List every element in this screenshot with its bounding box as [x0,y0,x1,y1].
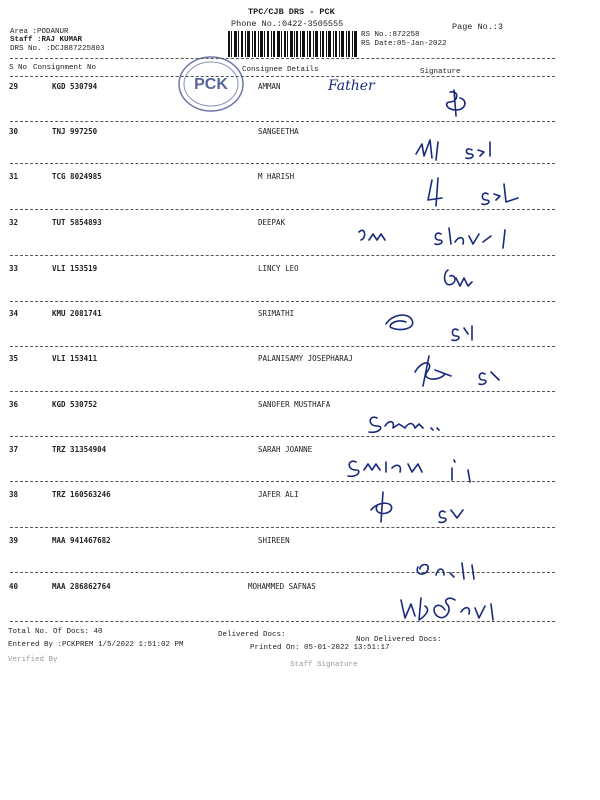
table-row [0,536,600,550]
header-rule-bottom [10,76,555,77]
row-consignment: MAA 941467682 [52,536,111,545]
row-consignment: VLI 153519 [52,264,98,273]
row-consignment: VLI 153411 [52,354,98,363]
signature-icon [365,488,475,528]
row-sno: 33 [9,264,19,273]
signature-icon [342,452,492,486]
verified-by: Verified By [8,656,58,664]
row-consignee: LINCY LEO [258,264,299,273]
row-divider [10,346,555,347]
rs-number: RS No.:872258 [361,31,420,39]
row-consignment: TUT 5854893 [52,218,102,227]
table-row [0,490,600,504]
area-label: Area :PODANUR [10,28,69,36]
row-sno: 31 [9,172,19,181]
signature-icon [412,136,502,164]
signature-icon [378,306,478,346]
table-row [0,309,600,323]
row-sno: 32 [9,218,19,227]
row-sno: 38 [9,490,19,499]
delivered-docs: Delivered Docs: [218,631,286,639]
row-sno: 35 [9,354,19,363]
non-delivered-docs: Non Delivered Docs: [356,636,442,644]
header-rule-top [10,58,555,59]
row-sno: 39 [9,536,19,545]
row-consignment: KGD 530794 [52,82,98,91]
row-consignment: TNJ 997250 [52,127,98,136]
row-sno: 29 [9,82,19,91]
table-row [0,82,600,96]
staff-label: Staff :RAJ KUMAR [10,36,83,44]
row-consignee: PALANISAMY JOSEPHARAJ [258,354,353,363]
table-row [0,445,600,459]
row-consignment: TRZ 160563246 [52,490,111,499]
table-row [0,400,600,414]
column-header-signature: Signature [420,68,461,76]
row-consignee: SRIMATHI [258,309,295,318]
row-consignment: TCG 8024985 [52,172,102,181]
printed-on: Printed On: 05-01-2022 13:51:17 [250,644,390,652]
row-divider [10,301,555,302]
row-consignment: KMU 2081741 [52,309,102,318]
signature-icon [412,555,502,585]
table-row [0,127,600,141]
signature-icon [395,590,515,626]
signature-icon [365,408,455,438]
row-consignee: DEEPAK [258,218,286,227]
row-sno: 40 [9,582,19,591]
total-docs: Total No. Of Docs: 40 [8,628,103,636]
row-divider [10,436,555,437]
rs-date: RS Date:05-Jan-2022 [361,40,447,48]
entered-by: Entered By :PCKPREM 1/5/2022 1:51:02 PM [8,641,184,649]
row-consignment: KGD 530752 [52,400,98,409]
row-consignment: TRZ 31354904 [52,445,107,454]
table-row [0,354,600,368]
column-header-consignment: Consignment No [33,64,97,72]
signature-icon [440,88,476,118]
handwritten-note: Father [328,78,375,94]
row-consignee: M HARISH [258,172,295,181]
barcode-image [228,31,358,57]
drs-number: DRS No. :DCJB87225803 [10,45,105,53]
row-sno: 30 [9,127,19,136]
row-sno: 34 [9,309,19,318]
row-consignee: SANOFER MUSTHAFA [258,400,331,409]
signature-icon [440,264,480,296]
row-sno: 37 [9,445,19,454]
table-row [0,264,600,278]
svg-text:PCK: PCK [194,76,228,93]
row-consignee: SARAH JOANNE [258,445,313,454]
document-title: TPC/CJB DRS - PCK [248,7,335,17]
phone-number: Phone No.:0422-3505555 [231,19,344,29]
row-consignee: SANGEETHA [258,127,299,136]
row-consignee: MOHAMMED SAFNAS [248,582,316,591]
signature-icon [355,216,530,256]
signature-icon [418,176,528,210]
signature-icon [405,352,505,392]
staff-signature: Staff Signature [290,661,358,669]
row-consignee: AMMAN [258,82,281,91]
page-number: Page No.:3 [452,22,504,32]
row-sno: 36 [9,400,19,409]
column-header-consignee: Consignee Details [242,66,319,74]
row-divider [10,121,555,122]
row-consignee: JAFER ALI [258,490,299,499]
column-header-sno: S No [9,64,28,72]
row-consignment: MAA 286862764 [52,582,111,591]
row-consignee: SHIREEN [258,536,290,545]
